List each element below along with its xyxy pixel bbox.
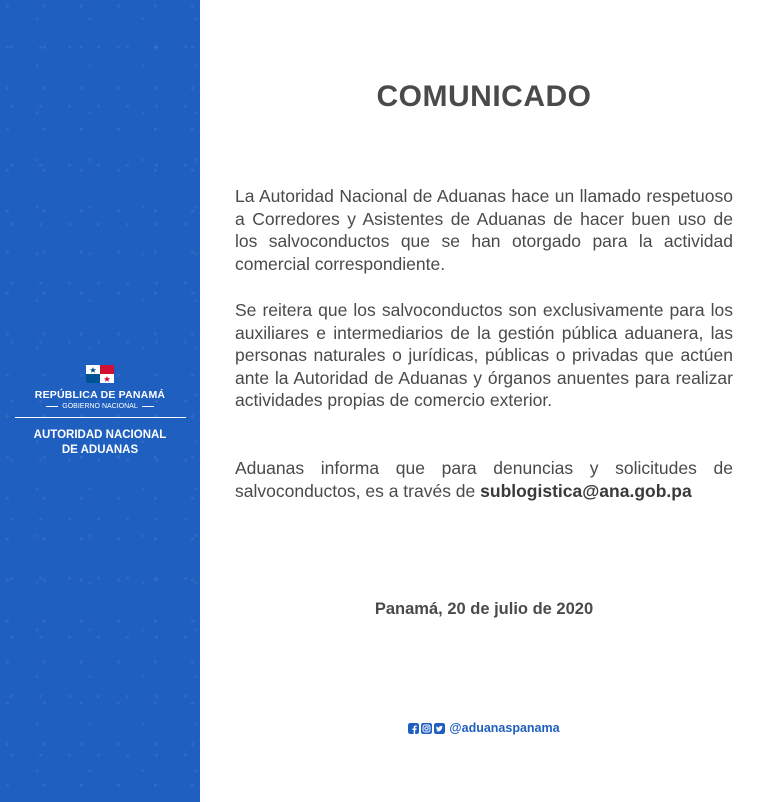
dash-right: [142, 406, 154, 407]
government-label-row: [0, 403, 200, 410]
page-title: COMUNICADO: [376, 80, 592, 113]
instagram-icon: [421, 723, 432, 734]
social-handle: @aduanaspanama: [449, 721, 560, 735]
panama-flag-icon: [86, 365, 114, 383]
twitter-icon: [434, 723, 445, 734]
sidebar-divider: [15, 417, 186, 418]
social-footer: [200, 721, 768, 735]
paragraph-restriction: Se reitera que los salvoconductos son exclusivamente para los auxiliares e intermediarios de la gestión pública aduanera, las personas naturales o jurídicas, públicas o privadas que actúen ante la Autoridad de Aduanas y órganos anuentes para realizar actividades propias de comercio exterior.: [235, 300, 733, 410]
paragraph-contact: [235, 457, 733, 502]
contact-text: Aduanas informa que para denuncias y solicitudes de salvoconductos, es a través de: [235, 458, 733, 501]
dash-left: [46, 406, 58, 407]
government-label: GOBIERNO NACIONAL: [62, 403, 138, 410]
facebook-icon: [408, 723, 419, 734]
authority-name-line2: DE ADUANAS: [61, 444, 139, 456]
authority-name-line1: AUTORIDAD NACIONAL: [33, 429, 167, 441]
paragraph-call: La Autoridad Nacional de Aduanas hace un llamado respetuoso a Corredores y Asistentes de Aduanas de hacer buen uso de los salvoconductos que se han otorgado para la actividad comercial correspondiente.: [235, 186, 733, 274]
contact-email: sublogistica@ana.gob.pa: [480, 480, 692, 501]
sidebar-panel: [0, 0, 200, 802]
republic-label: REPÚBLICA DE PANAMÁ: [34, 389, 166, 401]
document-date: Panamá, 20 de julio de 2020: [374, 600, 594, 618]
